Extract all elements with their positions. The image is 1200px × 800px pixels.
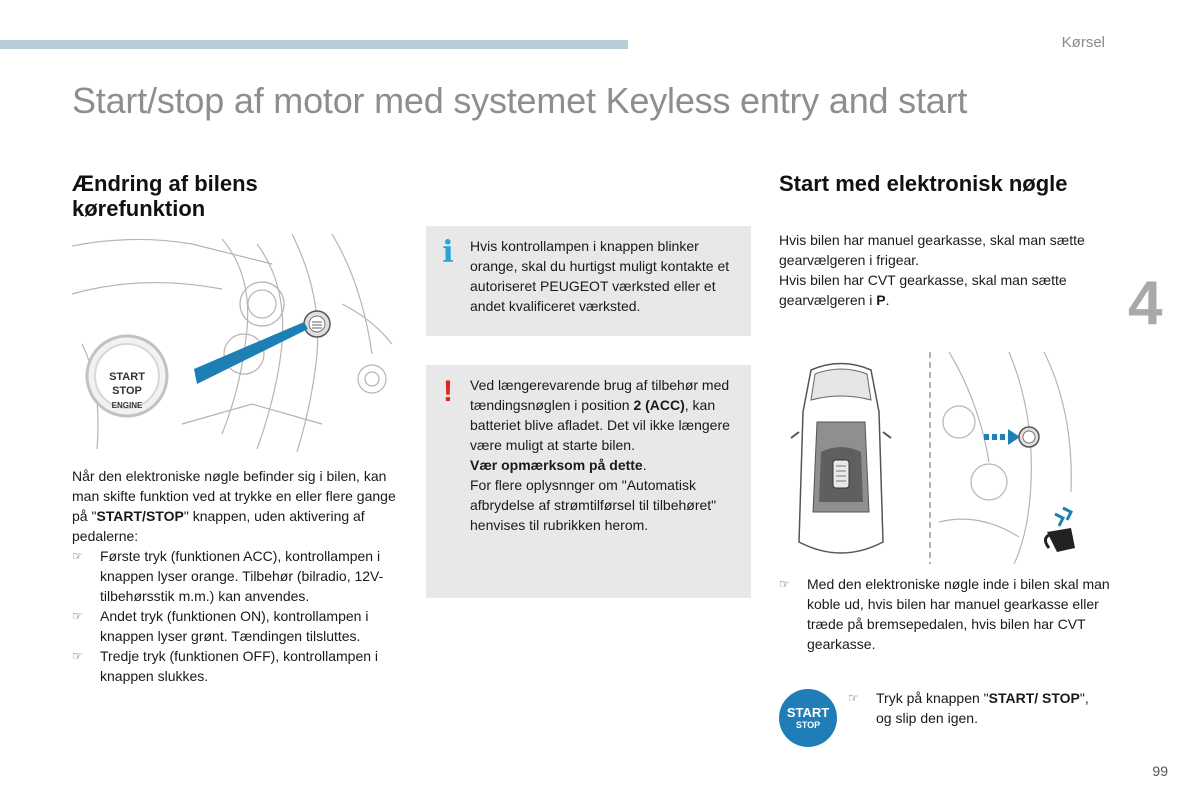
chapter-number: 4	[1128, 269, 1163, 338]
hand-pointer-icon: ☞	[779, 577, 790, 591]
right-intro: Hvis bilen har manuel gearkasse, skal man sætte gearvælgeren i frigear. Hvis bilen har CVT gearkasse, skal man sætte gearvælgeren i P.	[779, 232, 1085, 308]
left-intro: Når den elektroniske nøgle befinder sig i bilen, kan man skifte funktion ved at trykke en eller flere gange på "START/STOP" knappen, uden aktivering af pedalerne:	[72, 468, 396, 544]
warning-note-text: Ved længerevarende brug af tilbehør med tændingsnøglen i position 2 (ACC), kan batteriet blive afladet. Det vil ikke længere være muligt at starte bilen. Vær opmærksom på dette. For flere oplysnnger om "Automatisk afbrydelse af strømtilførsel til tilbehøret" henvises til rubrikken herom.	[470, 377, 730, 533]
small-start-button-icon	[1019, 427, 1039, 447]
list-item: ☞ Tredje tryk (funktionen OFF), kontrollampen i knappen slukkes.	[72, 648, 379, 684]
knob-label-stop: STOP	[112, 385, 142, 397]
right-heading: Start med elektronisk nøgle	[779, 171, 1068, 196]
start-stop-button-icon: START STOP	[779, 689, 837, 747]
warning-icon: !	[443, 375, 453, 408]
list-item: ☞ Andet tryk (funktionen ON), kontrollampen i knappen lyser grønt. Tændingen tilsluttes.	[72, 608, 369, 644]
hand-pointer-icon: ☞	[72, 649, 83, 663]
car-key-illustration	[779, 352, 1079, 570]
list-item: ☞ Tryk på knappen "START/ STOP", og slip den igen.	[848, 690, 1089, 726]
right-bullet-2	[848, 688, 1098, 728]
start-stop-engine-button-icon	[87, 336, 167, 416]
hand-pointer-icon: ☞	[72, 549, 83, 563]
info-icon: i	[442, 235, 454, 270]
left-bullet-list	[72, 546, 402, 686]
car-top-view-icon	[791, 364, 891, 554]
hand-pointer-icon: ☞	[72, 609, 83, 623]
small-start-button-icon	[304, 311, 330, 337]
dashboard-start-button-illustration	[72, 234, 398, 454]
info-note-box	[426, 226, 751, 336]
list-item: ☞ Første tryk (funktionen ACC), kontrollampen i knappen lyser orange. Tilbehør (bilradio, 12V-tilbehørsstik m.m.) kan anvendes.	[72, 548, 384, 604]
list-item: ☞ Med den elektroniske nøgle inde i bilen skal man koble ud, hvis bilen har manuel gearkasse eller træde på bremsepedalen, hvis bilen har CVT gearkasse.	[779, 576, 1110, 652]
knob-label-engine: ENGINE	[111, 401, 143, 410]
knob-label-start: START	[109, 371, 145, 383]
page-title: Start/stop af motor med systemet Keyless entry and start	[72, 80, 968, 121]
left-heading: Ændring af bilens kørefunktion	[72, 171, 258, 221]
info-note-text: Hvis kontrollampen i knappen blinker orange, skal du hurtigst muligt kontakte et autoriseret PEUGEOT værksted eller et andet kvalificeret værksted.	[470, 238, 730, 314]
section-label: Kørsel	[1061, 34, 1105, 51]
warning-note-box	[426, 365, 751, 598]
left-body	[72, 466, 402, 686]
top-accent-bar	[0, 40, 628, 49]
pointer-wedge	[194, 322, 308, 384]
dashed-arrow-icon	[984, 429, 1020, 445]
page-number: 99	[1152, 763, 1168, 779]
right-bullet-1	[779, 574, 1124, 654]
hand-pointer-icon: ☞	[848, 691, 859, 705]
pedal-foot-icon	[1045, 508, 1075, 552]
